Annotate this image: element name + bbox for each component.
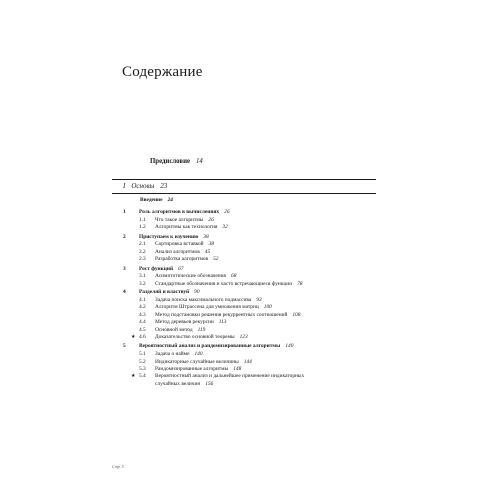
chapter-number: 2 (123, 233, 126, 240)
chapter-title: Рост функций (139, 265, 174, 272)
section-number: 3.2 (139, 280, 146, 287)
section-title: Сортировка вставкой (155, 241, 204, 248)
chapter-page: 140 (285, 343, 294, 350)
section-heading-continued (155, 381, 213, 388)
section-heading (155, 281, 302, 288)
section-page: 144 (243, 358, 252, 365)
section-heading (155, 312, 300, 319)
chapter-heading (139, 209, 230, 216)
section-page: 119 (197, 326, 206, 333)
chapter-number: 4 (123, 289, 126, 296)
chapter-title: Роль алгоритмов в вычислениях (139, 209, 220, 215)
page-footer: Стр. 5 (112, 464, 124, 469)
section-title: Что такое алгоритмы (155, 216, 204, 223)
section-number: 1.1 (139, 216, 146, 223)
section-heading (155, 327, 205, 334)
section-number: 5.1 (139, 351, 146, 358)
section-title: Алгоритмы как технология (155, 224, 218, 231)
section-title: Стандартные обозначения и часто встречающиеся функции (155, 280, 293, 287)
preface-title: Предисловие (150, 158, 191, 165)
section-heading (155, 334, 248, 341)
section-number: 5.4 (139, 373, 146, 380)
section-page: 26 (208, 216, 214, 223)
section-heading (155, 359, 252, 366)
chapter-page: 26 (224, 209, 230, 215)
section-heading (155, 256, 219, 263)
chapter-heading (139, 266, 183, 273)
section-title: Доказательство основной теоремы (155, 334, 235, 340)
section-number: 4.5 (139, 326, 146, 333)
section-page: 78 (297, 280, 303, 287)
star-icon: ★ (131, 335, 136, 340)
section-number: 4.6 (139, 334, 146, 340)
chapter-title: Вероятностный анализ и рандомизированные алгоритмы (139, 343, 281, 350)
section-number: 4.3 (139, 311, 146, 318)
chapter-heading (139, 289, 200, 296)
preface-page: 14 (196, 158, 203, 165)
section-heading (155, 297, 262, 304)
section-heading (155, 217, 214, 224)
section-number: 2.2 (139, 248, 146, 255)
section-number: 4.4 (139, 319, 146, 326)
section-page: 38 (208, 241, 214, 248)
chapter-page: 90 (194, 289, 200, 296)
section-heading (155, 373, 304, 380)
section-heading (155, 224, 228, 231)
section-title: Метод подстановки решения рекуррентных соотношений (155, 311, 288, 318)
part-title: Основы (131, 182, 155, 190)
section-title-continued: случайных величин (155, 380, 201, 387)
section-heading (155, 249, 210, 256)
chapter-title: Разделяй и властвуй (139, 289, 190, 296)
chapter-heading (139, 234, 209, 241)
chapter-number: 5 (123, 343, 126, 350)
section-title: Анализ алгоритмов (155, 248, 200, 255)
section-number: 5.3 (139, 366, 146, 372)
section-title: Метод деревьев рекурсии (155, 319, 214, 326)
chapter-number: 3 (123, 265, 126, 272)
section-title: Асимптотические обозначения (155, 273, 227, 280)
section-page: 100 (263, 304, 272, 311)
page-title: Содержание (122, 64, 203, 80)
section-title: Основной метод (155, 326, 193, 333)
section-page: 140 (194, 351, 203, 358)
intro-entry[interactable] (140, 197, 173, 204)
section-page: 32 (222, 224, 228, 231)
section-page: 123 (239, 334, 248, 340)
part-page: 23 (160, 182, 168, 190)
section-number: 4.1 (139, 297, 146, 303)
section-number: 5.2 (139, 358, 146, 365)
chapter-number: 1 (123, 209, 126, 215)
intro-title: Введение (140, 197, 163, 203)
section-heading (155, 304, 272, 311)
section-number: 2.1 (139, 241, 146, 248)
chapter-page: 67 (178, 265, 184, 272)
section-title: Индикаторные случайные величины (155, 358, 239, 365)
section-page: 148 (233, 366, 242, 372)
star-icon: ★ (131, 374, 136, 380)
section-heading (155, 319, 226, 326)
section-number: 4.2 (139, 304, 146, 311)
section-heading (155, 273, 236, 280)
chapter-title: Приступаем к изучению (139, 233, 199, 240)
section-title: Вероятностный анализ и дальнейшее применение индикаторных (155, 373, 305, 380)
section-page: 113 (218, 319, 227, 326)
section-title: Алгоритм Штрассена для умножения матриц (155, 304, 259, 311)
section-title: Задача о найме (155, 351, 190, 358)
section-heading (155, 241, 214, 248)
section-page: 52 (213, 256, 219, 263)
section-heading (155, 366, 241, 373)
section-number: 3.1 (139, 273, 146, 280)
section-number: 2.3 (139, 256, 146, 263)
section-page: 93 (256, 297, 262, 303)
chapter-heading (139, 343, 293, 350)
section-page: 68 (231, 273, 237, 280)
section-title: Задача поиска максимального подмассива (155, 297, 252, 303)
part-number: I (123, 182, 126, 190)
section-heading (155, 351, 203, 358)
section-page: 45 (204, 248, 211, 255)
section-number: 1.2 (139, 224, 146, 231)
section-title: Рандомизированные алгоритмы (155, 366, 229, 372)
section-page: 156 (205, 380, 214, 387)
section-page: 108 (292, 311, 301, 318)
section-title: Разработка алгоритмов (155, 256, 209, 263)
intro-page: 24 (167, 197, 173, 203)
chapter-page: 38 (203, 233, 209, 240)
